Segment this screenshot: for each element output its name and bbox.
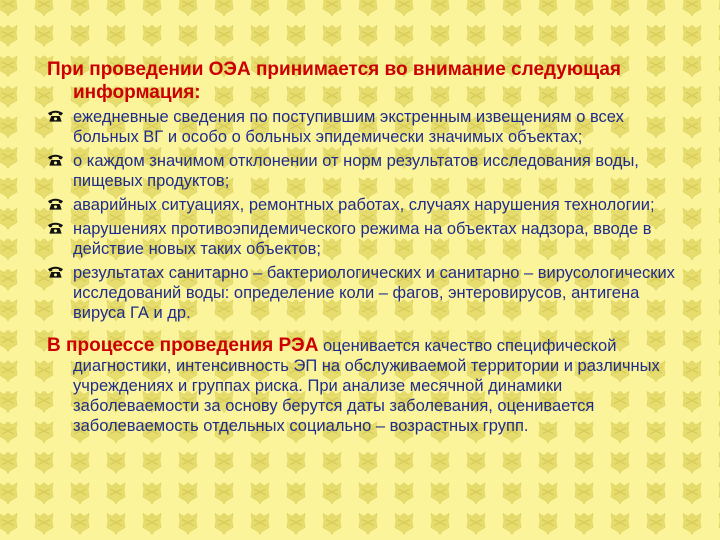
slide-heading: При проведении ОЭА принимается во внимание следующая информация: [47,59,622,103]
telephone-icon [47,221,64,235]
telephone-icon [47,109,64,123]
paragraph-text: оценивается качество специфической диагностики, интенсивность ЭП на обслуживаемой территории и различных учреждениях и группах риска. При анализе месячной динамики заболеваемости за основу берутся даты заболевания, оценивается заболеваемость отдельных социально – возрастных групп. [73,337,660,435]
list-item [47,107,687,147]
telephone-icon [47,153,64,167]
slide-content [47,58,687,436]
paragraph-lead: В процессе проведения РЭА [47,335,319,356]
list-item [47,151,687,191]
list-item-text: аварийных ситуациях, ремонтных работах, случаях нарушения технологии; [73,196,655,214]
list-item-text: о каждом значимом отклонении от норм результатов исследования воды, пищевых продуктов; [73,152,639,190]
list-item [47,263,687,323]
rea-paragraph [47,336,687,436]
list-item [47,195,687,215]
list-item [47,219,687,259]
list-item-text: результатах санитарно – бактериологических и санитарно – вирусологических исследований воды: определение коли – фагов, энтеровирусов, антигена вируса ГА и др. [73,264,675,322]
telephone-icon [47,265,64,279]
list-item-text: нарушениях противоэпидемического режима на объектах надзора, вводе в действие новых таких объектов; [73,220,652,258]
telephone-icon [47,197,64,211]
info-list [47,107,687,323]
list-item-text: ежедневные сведения по поступившим экстренным извещениям о всех больных ВГ и особо о больных эпидемически значимых объектах; [73,108,624,146]
